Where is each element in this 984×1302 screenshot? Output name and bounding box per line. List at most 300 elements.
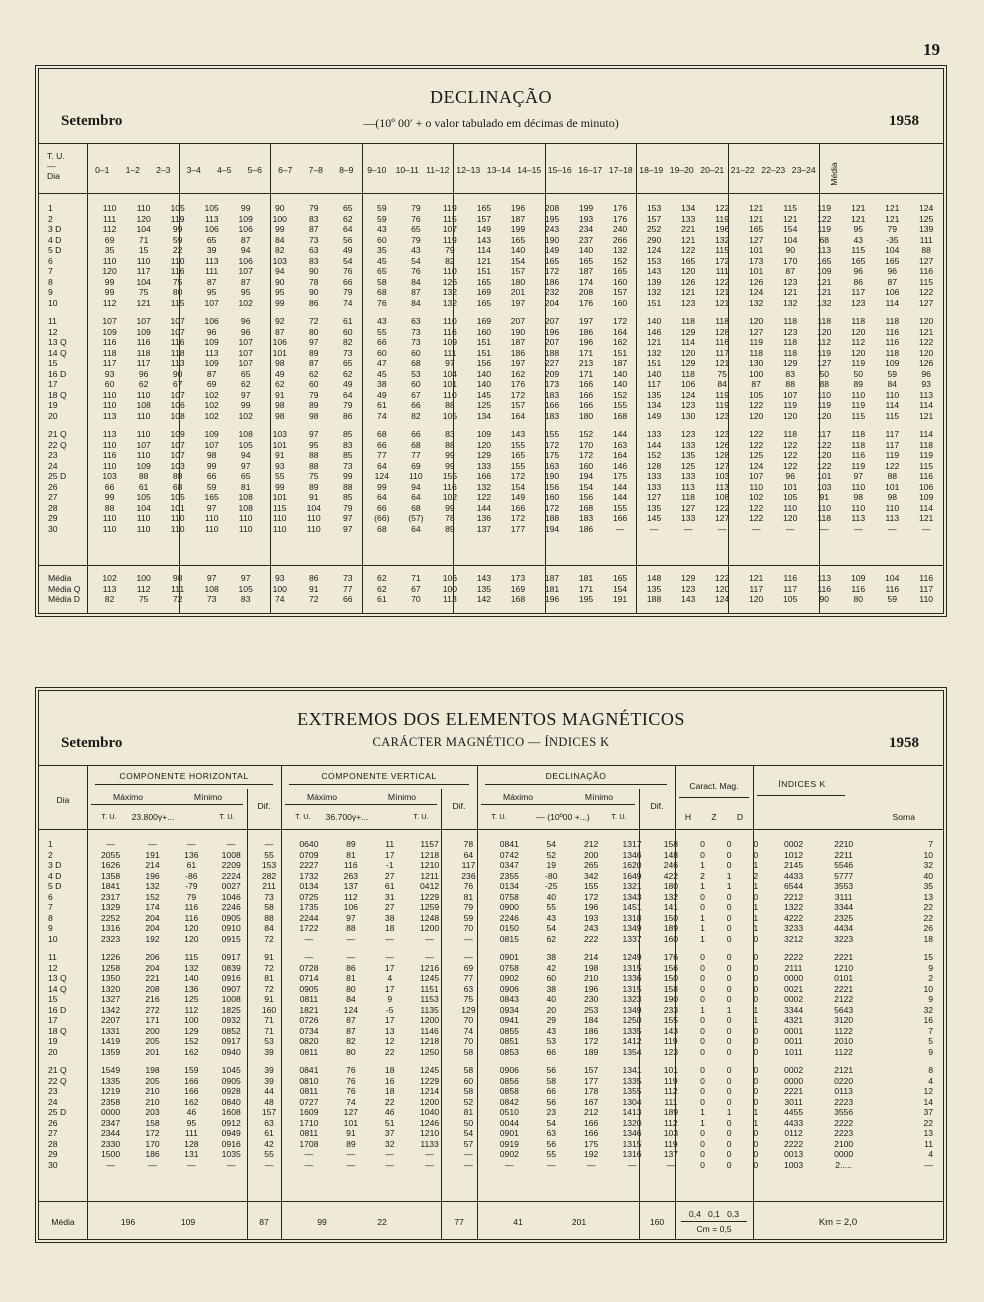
value-cell: 50 <box>819 368 830 379</box>
summary-value: 169 <box>510 583 526 594</box>
value-cell: 1249 <box>622 952 642 962</box>
value-cell: 172 <box>510 471 526 481</box>
table-row <box>39 429 943 440</box>
value-cell: 0 <box>700 983 705 994</box>
value-cell: 112 <box>817 337 832 347</box>
value-cell: 22 <box>923 912 933 923</box>
h-tu-header: T. U. <box>101 812 117 821</box>
value-cell: 81 <box>264 973 274 983</box>
value-cell: 91 <box>274 450 285 460</box>
value-cell: 64 <box>377 492 387 502</box>
v-max-header: Máximo <box>306 792 338 802</box>
value-cell: 1649 <box>622 870 642 881</box>
value-cell: 119 <box>443 234 457 245</box>
value-cell: 0905 <box>299 983 319 994</box>
value-cell: 59 <box>463 912 474 923</box>
value-cell: 155 <box>442 471 458 481</box>
value-cell: 119 <box>885 450 900 460</box>
value-cell: 104 <box>136 502 151 513</box>
value-cell: 22 <box>384 1046 395 1057</box>
value-cell: 87 <box>751 379 761 389</box>
value-cell: 140 <box>578 245 594 255</box>
value-cell: 0907 <box>221 983 241 994</box>
value-cell: 81 <box>346 973 356 983</box>
value-cell: 172 <box>544 266 560 276</box>
value-cell: — <box>264 839 274 849</box>
day-cell: 5 D <box>48 881 62 891</box>
day-cell: 23 <box>48 450 58 460</box>
value-cell: 110 <box>783 502 798 513</box>
day-cell: 27 <box>48 1128 58 1138</box>
value-cell: 118 <box>102 347 117 358</box>
value-cell: 116 <box>443 326 457 337</box>
value-cell: 97 <box>308 429 319 439</box>
value-cell: 173 <box>544 379 560 389</box>
value-cell: 1133 <box>420 1138 439 1149</box>
value-cell: 196 <box>510 203 526 213</box>
day-cell: 15 <box>48 358 58 368</box>
value-cell: 129 <box>680 326 696 337</box>
value-cell: 0640 <box>299 839 319 849</box>
table-row <box>39 850 943 861</box>
value-cell: 117 <box>461 860 476 870</box>
value-cell: 103 <box>663 1128 679 1138</box>
value-cell: 187 <box>578 266 594 276</box>
value-cell: 1 <box>700 1004 705 1015</box>
value-cell: 4 <box>928 1149 933 1159</box>
value-cell: 98 <box>274 400 285 410</box>
h-base-header: 23.800γ+... <box>131 812 175 822</box>
value-cell: 63 <box>264 1117 274 1128</box>
summary-value: 187 <box>544 573 560 583</box>
value-cell: 0916 <box>221 1138 241 1149</box>
value-cell: 121 <box>783 287 798 297</box>
value-cell: 0810 <box>299 1075 319 1086</box>
value-cell: 82 <box>343 337 353 347</box>
hour-header: 5–6 <box>247 165 262 175</box>
value-cell: 38 <box>377 379 387 389</box>
value-cell: 89 <box>308 347 319 358</box>
value-cell: 0412 <box>420 881 440 891</box>
value-cell: 89 <box>308 481 319 492</box>
value-cell: 111 <box>184 1128 198 1138</box>
value-cell: 2 <box>753 870 759 881</box>
value-cell: 43 <box>377 224 387 234</box>
value-cell: 163 <box>612 439 628 450</box>
value-cell: 133 <box>646 471 662 481</box>
value-cell: 13 <box>923 891 933 902</box>
value-cell: 83 <box>785 368 795 379</box>
value-cell: 114 <box>681 337 695 347</box>
value-cell: 196 <box>714 224 730 234</box>
value-cell: 0 <box>753 1128 759 1138</box>
value-cell: 0 <box>700 1128 705 1138</box>
value-cell: 166 <box>583 1128 599 1138</box>
value-cell: 99 <box>445 460 455 471</box>
value-cell: 221 <box>145 973 160 983</box>
d-col-header: D <box>736 812 744 822</box>
value-cell: 40 <box>546 891 557 902</box>
summary-value: 113 <box>102 583 117 594</box>
value-cell: 122 <box>749 439 764 450</box>
value-cell: 4455 <box>783 1107 804 1117</box>
table-row <box>39 287 943 298</box>
media-d-dif: 160 <box>649 1217 665 1227</box>
value-cell: 2100 <box>834 1138 854 1149</box>
value-cell: 156 <box>663 962 679 973</box>
value-cell: 75 <box>463 994 474 1004</box>
value-cell: 0002 <box>783 839 804 849</box>
declination-data-table <box>39 203 943 534</box>
value-cell: 61 <box>377 400 387 410</box>
value-cell: 0 <box>726 1086 732 1096</box>
value-cell: 65 <box>411 224 421 234</box>
value-cell: 32 <box>923 1004 933 1015</box>
value-cell: 166 <box>476 471 492 481</box>
value-cell: 123 <box>783 326 798 337</box>
media-h-dif: 87 <box>259 1217 269 1227</box>
value-cell: 110 <box>102 439 117 450</box>
value-cell: 2..... <box>835 1159 853 1170</box>
value-cell: 214 <box>583 952 599 962</box>
value-cell: 127 <box>714 460 730 471</box>
value-cell: 190 <box>544 471 560 481</box>
value-cell: 1321 <box>622 881 642 891</box>
value-cell: 109 <box>817 266 832 276</box>
header-rule-top <box>39 143 943 144</box>
media-v-dif: 77 <box>454 1217 464 1227</box>
value-cell: 121 <box>646 337 662 347</box>
day-cell: 14 Q <box>48 983 67 994</box>
value-cell: 110 <box>443 389 457 400</box>
value-cell: 101 <box>272 439 287 450</box>
value-cell: 95 <box>206 287 217 297</box>
value-cell: 152 <box>145 891 160 902</box>
value-cell: 101 <box>272 347 287 358</box>
value-cell: 99 <box>343 471 353 481</box>
value-cell: 15 <box>138 245 149 255</box>
value-cell: 62 <box>240 379 251 389</box>
value-cell: 74 <box>343 297 353 308</box>
value-cell: 0002 <box>783 1065 804 1075</box>
value-cell: 65 <box>343 358 353 368</box>
value-cell: 207 <box>544 337 560 347</box>
value-cell: 94 <box>274 266 285 276</box>
summary-value: 80 <box>853 594 864 604</box>
d-dif-header: Dif. <box>650 801 664 811</box>
value-cell: 82 <box>411 410 421 421</box>
day-cell: 20 <box>48 410 58 421</box>
value-cell: 1626 <box>101 860 121 870</box>
value-cell: 60 <box>343 326 353 337</box>
value-cell: 110 <box>102 523 117 534</box>
value-cell: 68 <box>172 481 183 492</box>
value-cell: 0 <box>753 1086 759 1096</box>
value-cell: 118 <box>681 316 695 326</box>
value-cell: 73 <box>343 347 353 358</box>
value-cell: 163 <box>544 460 560 471</box>
value-cell: 113 <box>885 513 900 523</box>
value-cell: — <box>924 1159 933 1170</box>
v-comp-header: COMPONENTE VERTICAL <box>321 771 437 781</box>
value-cell: 110 <box>102 460 117 471</box>
value-cell: 141 <box>663 902 679 912</box>
value-cell: 175 <box>544 450 560 460</box>
value-cell: 144 <box>612 492 628 502</box>
value-cell: 44 <box>264 1086 274 1096</box>
hour-header: 9–10 <box>367 165 387 175</box>
value-cell: 111 <box>103 213 117 224</box>
value-cell: 0 <box>726 962 732 973</box>
value-cell: 136 <box>184 983 199 994</box>
value-cell: 53 <box>546 1036 557 1046</box>
table-row <box>39 482 943 493</box>
value-cell: 73 <box>264 891 274 902</box>
header-underline <box>481 804 635 805</box>
summary-row <box>39 573 943 584</box>
summary-value: 105 <box>238 583 253 594</box>
value-cell: 17 <box>384 849 395 860</box>
value-cell: 2252 <box>101 912 121 923</box>
value-cell: 18 <box>384 1086 395 1096</box>
value-cell: 109 <box>885 358 900 368</box>
value-cell: 110 <box>306 523 321 534</box>
value-cell: 88 <box>138 471 149 481</box>
value-cell: 117 <box>885 429 900 439</box>
summary-value: 82 <box>104 594 115 604</box>
value-cell: 118 <box>919 439 933 450</box>
value-cell: — <box>148 839 157 849</box>
value-cell: 124 <box>918 203 934 213</box>
value-cell: 1350 <box>101 973 121 983</box>
value-cell: 16 <box>384 1075 395 1086</box>
value-cell: 2358 <box>101 1096 121 1107</box>
value-cell: 0811 <box>299 1086 319 1096</box>
value-cell: 88 <box>445 439 455 450</box>
value-cell: 75 <box>308 471 319 481</box>
value-cell: 0941 <box>499 1015 519 1025</box>
value-cell: 101 <box>170 502 185 513</box>
day-cell: 28 <box>48 502 58 513</box>
value-cell: 90 <box>274 203 285 213</box>
value-cell: 1708 <box>299 1138 319 1149</box>
value-cell: 143 <box>646 266 662 276</box>
table-row <box>39 450 943 461</box>
value-cell: 144 <box>612 429 628 439</box>
value-cell: 40 <box>546 994 557 1004</box>
value-cell: 122 <box>749 502 764 513</box>
value-cell: 107 <box>442 224 458 234</box>
value-cell: 0915 <box>221 933 241 944</box>
group-divider <box>753 765 754 1239</box>
value-cell: 80 <box>346 983 356 994</box>
value-cell: 1 <box>753 1117 759 1128</box>
value-cell: 22 <box>384 1096 395 1107</box>
value-cell: 43 <box>853 234 864 245</box>
value-cell: 63 <box>463 983 474 994</box>
value-cell: 1355 <box>622 1086 642 1096</box>
value-cell: 210 <box>583 973 599 983</box>
value-cell: 54 <box>546 1117 557 1128</box>
value-cell: 2207 <box>101 1015 121 1025</box>
value-cell: 59 <box>377 203 387 213</box>
media-h-min: 109 <box>180 1217 196 1227</box>
value-cell: 58 <box>377 276 387 287</box>
value-cell: 149 <box>510 492 526 502</box>
value-cell: 172 <box>583 1036 599 1046</box>
table-row <box>39 984 943 995</box>
summary-value: 104 <box>885 573 900 583</box>
value-cell: 79 <box>887 224 898 234</box>
value-cell: 108 <box>238 429 253 439</box>
summary-value: 188 <box>646 594 662 604</box>
value-cell: 157 <box>583 1065 599 1075</box>
value-cell: 110 <box>102 203 117 213</box>
value-cell: 99 <box>104 492 115 502</box>
value-cell: 0906 <box>499 1065 519 1075</box>
value-cell: 1008 <box>221 849 241 860</box>
value-cell: 0 <box>753 983 759 994</box>
value-cell: 13 <box>384 1025 395 1036</box>
hour-header: 18–19 <box>639 165 664 175</box>
value-cell: 107 <box>170 316 185 326</box>
media-v-min: 22 <box>377 1217 387 1227</box>
value-cell: 9 <box>928 994 933 1004</box>
value-cell: 190 <box>544 234 560 245</box>
value-cell: 148 <box>663 849 679 860</box>
d-max-header: Máximo <box>502 792 534 802</box>
value-cell: 109 <box>170 429 185 439</box>
value-cell: 109 <box>918 492 934 502</box>
value-cell: 102 <box>238 410 253 421</box>
value-cell: 88 <box>264 912 274 923</box>
value-cell: 140 <box>612 379 628 389</box>
day-cell: 23 <box>48 1086 58 1096</box>
value-cell: 104 <box>442 368 458 379</box>
value-cell: 102 <box>204 400 219 410</box>
value-cell: — <box>666 1159 676 1170</box>
value-cell: 12 <box>923 1086 933 1096</box>
day-cell: 10 <box>48 933 58 944</box>
value-cell: 132 <box>145 881 160 891</box>
value-cell: 61 <box>138 481 149 492</box>
value-cell: 2221 <box>834 983 854 994</box>
value-cell: 89 <box>445 523 455 534</box>
value-cell: 134 <box>476 410 492 421</box>
value-cell: 2211 <box>834 849 853 860</box>
day-cell: 30 <box>48 523 58 534</box>
value-cell: 116 <box>136 337 151 347</box>
value-cell: 100 <box>272 213 287 224</box>
value-cell: 210 <box>145 1086 160 1096</box>
value-cell: 152 <box>578 429 594 439</box>
header-underline <box>757 795 845 796</box>
value-cell: 1 <box>700 881 705 891</box>
value-cell: 166 <box>578 389 594 400</box>
value-cell: 0949 <box>221 1128 241 1138</box>
value-cell: 2 <box>700 870 705 881</box>
row-gap <box>39 421 943 429</box>
value-cell: 1229 <box>420 891 440 902</box>
value-cell: 0811 <box>299 1046 319 1057</box>
value-cell: 1316 <box>622 1149 642 1159</box>
value-cell: 110 <box>306 513 321 523</box>
table-row <box>39 913 943 924</box>
declination-summary-table <box>39 573 943 605</box>
value-cell: 74 <box>377 410 387 421</box>
table-row <box>39 994 943 1005</box>
value-cell: 1318 <box>622 912 642 923</box>
day-cell: 25 D <box>48 1107 67 1117</box>
value-cell: 1500 <box>101 1149 121 1159</box>
value-cell: 214 <box>145 860 160 870</box>
value-cell: 176 <box>612 213 628 224</box>
day-cell: 7 <box>48 266 53 276</box>
value-cell: — <box>226 1159 236 1170</box>
day-cell: 5 D <box>48 245 62 255</box>
table-row <box>39 337 943 348</box>
value-cell: 90 <box>274 276 285 287</box>
value-cell: 52 <box>546 849 557 860</box>
value-cell: 81 <box>463 891 474 902</box>
value-cell: 99 <box>206 460 217 471</box>
media-km: Km = 2,0 <box>818 1217 858 1228</box>
day-cell: 24 <box>48 1096 58 1107</box>
value-cell: 205 <box>145 1036 160 1046</box>
value-cell: 118 <box>783 337 798 347</box>
value-cell: 107 <box>238 266 253 276</box>
value-cell: 112 <box>102 297 117 308</box>
value-cell: 38 <box>546 983 557 994</box>
value-cell: 107 <box>749 471 764 481</box>
value-cell: 39 <box>264 1065 274 1075</box>
value-cell: 35 <box>104 245 115 255</box>
value-cell: 110 <box>204 513 219 523</box>
value-cell: 17 <box>384 962 395 973</box>
value-cell: 99 <box>274 297 285 308</box>
value-cell: 0900 <box>499 902 519 912</box>
value-cell: 2145 <box>783 860 804 870</box>
value-cell: 110 <box>102 400 117 410</box>
value-cell: 71 <box>264 1025 274 1036</box>
value-cell: 76 <box>346 1075 356 1086</box>
value-cell: 54 <box>411 255 421 266</box>
value-cell: 96 <box>206 326 217 337</box>
value-cell: 2325 <box>834 912 854 923</box>
table-row <box>39 235 943 246</box>
value-cell: 64 <box>377 460 387 471</box>
value-cell: 172 <box>510 389 526 400</box>
value-cell: 56 <box>546 1096 557 1107</box>
value-cell: 71 <box>138 234 149 245</box>
value-cell: 93 <box>274 460 285 471</box>
value-cell: 0910 <box>221 923 241 933</box>
value-cell: 127 <box>714 513 730 523</box>
value-cell: 172 <box>510 513 526 523</box>
value-cell: 3556 <box>834 1107 854 1117</box>
value-cell: 9 <box>387 994 393 1004</box>
value-cell: — <box>464 952 473 962</box>
value-cell: 1 <box>753 1107 759 1117</box>
row-gap <box>39 944 943 952</box>
table-row <box>39 411 943 422</box>
table-row <box>39 1076 943 1087</box>
value-cell: 0 <box>753 839 759 849</box>
value-cell: 153 <box>646 255 662 266</box>
value-cell: 2055 <box>101 849 121 860</box>
value-cell: 157 <box>261 1107 277 1117</box>
value-cell: 118 <box>783 316 798 326</box>
